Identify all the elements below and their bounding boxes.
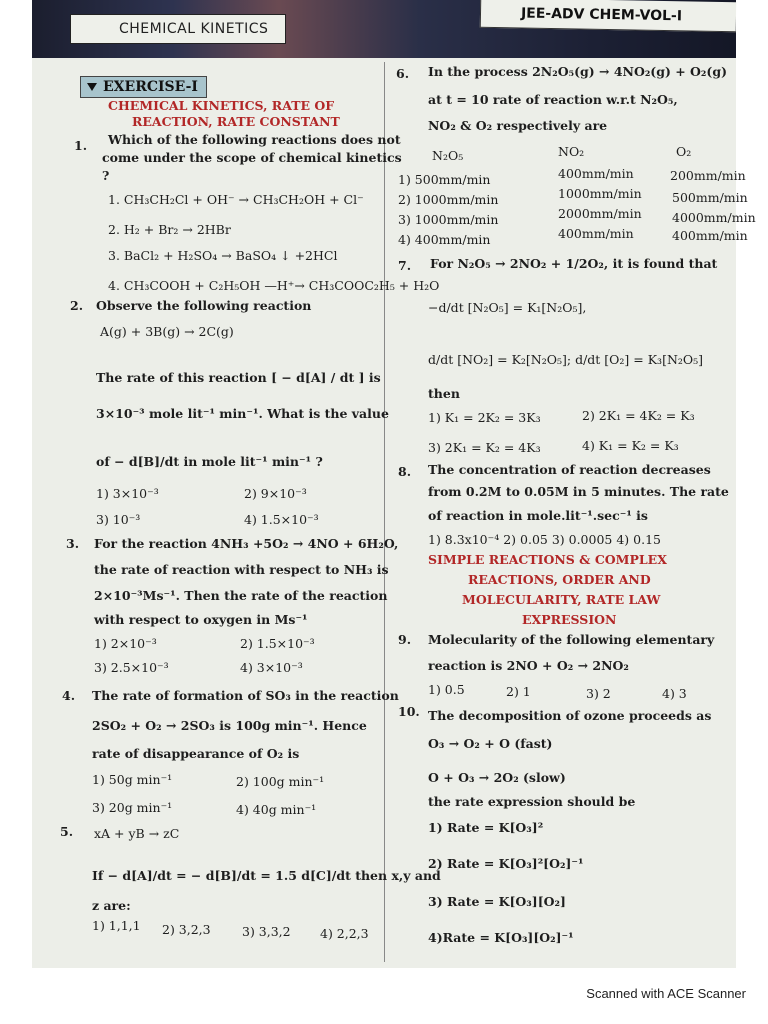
- left-text-line: ?: [102, 168, 110, 183]
- right-text-line: For N₂O₅ → 2NO₂ + 1/2O₂, it is found that: [430, 256, 718, 271]
- right-text-line: 7.: [398, 258, 412, 273]
- left-text-line: 3) 2.5×10⁻³: [94, 660, 169, 675]
- left-text-line: Which of the following reactions does not: [108, 132, 401, 147]
- left-text-line: Observe the following reaction: [96, 298, 312, 313]
- right-text-line: Molecularity of the following elementary: [428, 632, 715, 647]
- left-text-line: xA + yB → zC: [94, 826, 180, 841]
- right-text-line: at t = 10 rate of reaction w.r.t N₂O₅,: [428, 92, 678, 107]
- right-text-line: 1000mm/min: [558, 186, 642, 201]
- right-text-line: the rate expression should be: [428, 794, 636, 809]
- left-text-line: 3) 20g min⁻¹: [92, 800, 173, 815]
- left-text-line: come under the scope of chemical kinetics: [102, 150, 402, 165]
- left-text-line: 2) 9×10⁻³: [244, 486, 307, 501]
- left-text-line: 3) 3,3,2: [242, 924, 291, 939]
- right-text-line: 9.: [398, 632, 412, 647]
- left-text-line: with respect to oxygen in Ms⁻¹: [94, 612, 308, 627]
- section-heading-line-1: CHEMICAL KINETICS, RATE OF: [108, 98, 335, 113]
- section2-heading-line-2: REACTIONS, ORDER AND: [468, 572, 651, 587]
- right-text-line: 4000mm/min: [672, 210, 756, 225]
- left-text-line: 3. BaCl₂ + H₂SO₄ → BaSO₄ ↓ +2HCl: [108, 248, 338, 263]
- left-text-line: 3) 10⁻³: [96, 512, 141, 527]
- right-text-line: 1) 500mm/min: [398, 172, 491, 187]
- left-text-line: 1. CH₃CH₂Cl + OH⁻ → CH₃CH₂OH + Cl⁻: [108, 192, 364, 207]
- left-text-line: The rate of formation of SO₃ in the reaction: [92, 688, 399, 703]
- right-text-line: O + O₃ → 2O₂ (slow): [428, 770, 566, 785]
- right-text-line: O₂: [676, 144, 692, 159]
- left-text-line: 1) 3×10⁻³: [96, 486, 159, 501]
- left-text-line: 3.: [66, 536, 80, 551]
- left-text-line: The rate of this reaction [ − d[A] / dt ] is: [96, 370, 381, 385]
- right-text-line: 500mm/min: [672, 190, 748, 205]
- left-text-line: For the reaction 4NH₃ +5O₂ → 4NO + 6H₂O,: [94, 536, 399, 551]
- exercise-heading: [80, 76, 207, 98]
- right-text-line: NO₂ & O₂ respectively are: [428, 118, 608, 133]
- right-text-line: 3) Rate = K[O₃][O₂]: [428, 894, 566, 909]
- left-text-line: 2×10⁻³Ms⁻¹. Then the rate of the reaction: [94, 588, 388, 603]
- chapter-title: CHEMICAL KINETICS: [70, 14, 286, 44]
- right-text-line: 3) 2: [586, 686, 611, 701]
- right-text-line: 400mm/min: [558, 166, 634, 181]
- scanner-footer: Scanned with ACE Scanner: [586, 986, 746, 1001]
- left-text-line: 2.: [70, 298, 84, 313]
- right-text-line: 4) K₁ = K₂ = K₃: [582, 438, 679, 453]
- left-text-line: 4) 3×10⁻³: [240, 660, 303, 675]
- left-text-line: 1.: [74, 138, 88, 153]
- right-text-line: of reaction in mole.lit⁻¹.sec⁻¹ is: [428, 508, 648, 523]
- right-text-line: −d/dt [N₂O₅] = K₁[N₂O₅],: [428, 300, 587, 315]
- right-text-line: 400mm/min: [672, 228, 748, 243]
- right-text-line: 2000mm/min: [558, 206, 642, 221]
- section2-heading-line-1: SIMPLE REACTIONS & COMPLEX: [428, 552, 667, 567]
- left-text-line: 2) 3,2,3: [162, 922, 211, 937]
- left-text-line: 2SO₂ + O₂ → 2SO₃ is 100g min⁻¹. Hence: [92, 718, 367, 733]
- right-text-line: 200mm/min: [670, 168, 746, 183]
- right-text-line: 4)Rate = K[O₃][O₂]⁻¹: [428, 930, 574, 945]
- right-text-line: 4) 400mm/min: [398, 232, 491, 247]
- left-text-line: 4.: [62, 688, 76, 703]
- right-text-line: from 0.2M to 0.05M in 5 minutes. The rate: [428, 484, 729, 499]
- section-heading-line-2: REACTION, RATE CONSTANT: [132, 114, 340, 129]
- right-text-line: 1) Rate = K[O₃]²: [428, 820, 544, 835]
- left-text-line: 1) 2×10⁻³: [94, 636, 157, 651]
- left-text-line: 1) 50g min⁻¹: [92, 772, 173, 787]
- right-text-line: 3) 1000mm/min: [398, 212, 499, 227]
- right-text-line: 4) 3: [662, 686, 687, 701]
- left-text-line: 4) 40g min⁻¹: [236, 802, 317, 817]
- left-text-line: 5.: [60, 824, 74, 839]
- right-text-line: 3) 2K₁ = K₂ = 4K₃: [428, 440, 541, 455]
- volume-label: JEE-ADV CHEM-VOL-I: [480, 0, 736, 32]
- right-text-line: 400mm/min: [558, 226, 634, 241]
- right-text-line: 2) 1: [506, 684, 531, 699]
- right-text-line: 1) 0.5: [428, 682, 465, 697]
- section2-heading-line-3: MOLECULARITY, RATE LAW: [462, 592, 661, 607]
- right-text-line: 8.: [398, 464, 412, 479]
- right-text-line: 2) Rate = K[O₃]²[O₂]⁻¹: [428, 856, 584, 871]
- right-text-line: reaction is 2NO + O₂ → 2NO₂: [428, 658, 629, 673]
- left-text-line: 1) 1,1,1: [92, 918, 141, 933]
- left-text-line: If − d[A]/dt = − d[B]/dt = 1.5 d[C]/dt then x,y and: [92, 868, 441, 883]
- right-text-line: then: [428, 386, 460, 401]
- left-text-line: 2) 1.5×10⁻³: [240, 636, 315, 651]
- left-text-line: A(g) + 3B(g) → 2C(g): [100, 324, 234, 339]
- right-text-line: 6.: [396, 66, 410, 81]
- right-text-line: O₃ → O₂ + O (fast): [428, 736, 553, 751]
- left-text-line: z are:: [92, 898, 131, 913]
- right-text-line: 1) K₁ = 2K₂ = 3K₃: [428, 410, 541, 425]
- right-text-line: 2) 2K₁ = 4K₂ = K₃: [582, 408, 695, 423]
- left-text-line: rate of disappearance of O₂ is: [92, 746, 300, 761]
- right-text-line: The decomposition of ozone proceeds as: [428, 708, 712, 723]
- left-text-line: the rate of reaction with respect to NH₃ is: [94, 562, 389, 577]
- right-text-line: 2) 1000mm/min: [398, 192, 499, 207]
- right-text-line: d/dt [NO₂] = K₂[N₂O₅]; d/dt [O₂] = K₃[N₂O₅]: [428, 352, 704, 367]
- section2-heading-line-4: EXPRESSION: [522, 612, 617, 627]
- left-text-line: of − d[B]/dt in mole lit⁻¹ min⁻¹ ?: [96, 454, 323, 469]
- right-text-line: N₂O₅: [432, 148, 464, 163]
- left-text-line: 3×10⁻³ mole lit⁻¹ min⁻¹. What is the value: [96, 406, 389, 421]
- right-text-line: 1) 8.3x10⁻⁴ 2) 0.05 3) 0.0005 4) 0.15: [428, 532, 661, 547]
- right-text-line: In the process 2N₂O₅(g) → 4NO₂(g) + O₂(g): [428, 64, 727, 79]
- left-text-line: 2) 100g min⁻¹: [236, 774, 325, 789]
- left-text-line: 4. CH₃COOH + C₂H₅OH —H⁺→ CH₃COOC₂H₅ + H₂O: [108, 278, 440, 293]
- left-text-line: 2. H₂ + Br₂ → 2HBr: [108, 222, 231, 237]
- right-text-line: 10.: [398, 704, 420, 719]
- down-arrow-icon: [87, 83, 97, 91]
- exercise-title: EXERCISE-I: [103, 79, 198, 95]
- right-text-line: The concentration of reaction decreases: [428, 462, 711, 477]
- left-text-line: 4) 1.5×10⁻³: [244, 512, 319, 527]
- scanned-page-photo: [32, 0, 756, 968]
- right-text-line: NO₂: [558, 144, 585, 159]
- column-divider: [384, 62, 385, 962]
- left-text-line: 4) 2,2,3: [320, 926, 369, 941]
